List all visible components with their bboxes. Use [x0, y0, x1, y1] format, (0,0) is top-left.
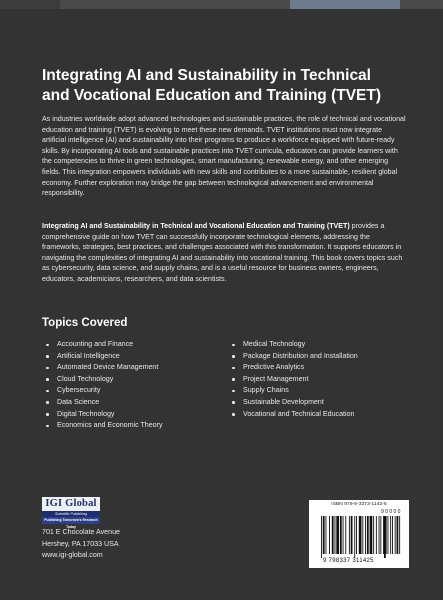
barcode-addon-bar: [385, 516, 387, 554]
top-band-accent: [290, 0, 400, 9]
topic-item: Cybersecurity: [46, 385, 163, 397]
topic-item: Medical Technology: [232, 339, 358, 351]
barcode-digits: 9 798337 311425: [323, 558, 374, 564]
barcode-bar: [359, 516, 362, 554]
barcode-addon-digits: 9 0 0 0 0: [381, 509, 401, 515]
barcode-bar: [345, 516, 346, 554]
barcode-bar: [376, 516, 377, 554]
barcode-bar: [323, 516, 325, 554]
barcode-bar: [329, 516, 330, 554]
topic-item: Economics and Economic Theory: [46, 420, 163, 432]
barcode-addon-bar: [388, 516, 389, 554]
publisher-address: [42, 527, 120, 562]
barcode-bar: [340, 516, 342, 554]
publisher-logo-wordmark: IGI Global: [42, 497, 100, 511]
barcode-bar: [335, 516, 336, 554]
topic-item: Project Management: [232, 374, 358, 386]
description-paragraph-2: [42, 221, 406, 285]
topic-item: Cloud Technology: [46, 374, 163, 386]
barcode-bar: [356, 516, 357, 554]
book-title: Integrating AI and Sustainability in Technical and Vocational Education and Training (TVET): [42, 67, 382, 104]
topic-item: Digital Technology: [46, 409, 163, 421]
publisher-website: www.igi-global.com: [42, 551, 103, 559]
barcode-addon-bar: [390, 516, 391, 554]
topics-list-right: [232, 339, 358, 420]
topic-item: Data Science: [46, 397, 163, 409]
barcode-bar: [373, 516, 374, 554]
barcode-bar: [367, 516, 369, 554]
topics-list-left: [46, 339, 163, 432]
topic-item: Accounting and Finance: [46, 339, 163, 351]
address-line: Hershey, PA 17033 USA: [42, 539, 119, 548]
barcode-bar: [332, 516, 334, 554]
topic-item: Predictive Analytics: [232, 362, 358, 374]
publisher-logo-tagline: Publishing Tomorrow's Research Today: [42, 517, 100, 524]
barcode-addon-bar: [397, 516, 399, 554]
publisher-logo-subtitle: Scientific Publishing: [42, 511, 100, 517]
top-color-band: [0, 0, 443, 9]
barcode-bar: [351, 516, 353, 554]
address-line: 701 E Chocolate Avenue: [42, 528, 120, 536]
barcode-bar: [379, 516, 380, 554]
isbn-barcode: [309, 500, 409, 568]
topic-item: Artificial Intelligence: [46, 351, 163, 363]
barcode-addon-bar: [395, 516, 396, 554]
isbn-number: ISBN 979-8-3373-1142-5: [331, 502, 387, 507]
topic-item: Vocational and Technical Education: [232, 409, 358, 421]
topic-item: Automated Device Management: [46, 362, 163, 374]
barcode-bar: [343, 516, 344, 554]
barcode-bar: [326, 516, 327, 554]
barcode-addon-bar: [399, 516, 400, 554]
top-band-left-shade: [0, 0, 60, 9]
topic-item: Sustainable Development: [232, 397, 358, 409]
barcode-bar: [370, 516, 373, 554]
description-paragraph-1: As industries worldwide adopt advanced technologies and sustainable practices, the role of technical and vocational education and training (TVET) is evolving to meet these new demands. TVET institutions must now integrate artificial intelligence (AI) and sustainability into their programs to produce a workforce equipped with future-ready skills. By incorporating AI tools and sustainable practices into TVET curricula, educators can provide learners with the competencies to thrive in green technologies, smart manufacturing, renewable energy, and other emerging fields. This integration empowers individuals with new skills and contributes to a more sustainable, resilient global economy. Further exploration may bridge the gap between technological advancement and environmental responsibility.: [42, 115, 406, 198]
barcode-bar: [362, 516, 363, 554]
barcode-addon-bar: [392, 516, 393, 554]
topic-item: Supply Chains: [232, 385, 358, 397]
description-paragraph-2-text: provides a comprehensive guide on how TVET can successfully incorporate technological elements, addressing the frameworks, strategies, best practices, and challenges associated with this transformation. It supports educators in navigating the complexities of integrating AI and sustainability into vocational training. This book covers topics such as cybersecurity, data science, and supply chains, and is a useful resource for business owners, engineers, educators, academicians, researchers, and data scientists.: [42, 222, 403, 283]
publisher-logo: [42, 497, 100, 529]
barcode-bar: [365, 516, 366, 554]
description-book-title: Integrating AI and Sustainability in Technical and Vocational Education and Training (TVET): [42, 222, 350, 230]
barcode-bar: [354, 516, 355, 558]
barcode-bar: [336, 516, 339, 554]
topics-heading: Topics Covered: [42, 317, 128, 329]
topic-item: Package Distribution and Installation: [232, 351, 358, 363]
barcode-bar: [349, 516, 350, 554]
barcode-bar: [321, 516, 322, 558]
barcode-addon-bar: [383, 516, 384, 554]
barcode-bar: [380, 516, 381, 554]
